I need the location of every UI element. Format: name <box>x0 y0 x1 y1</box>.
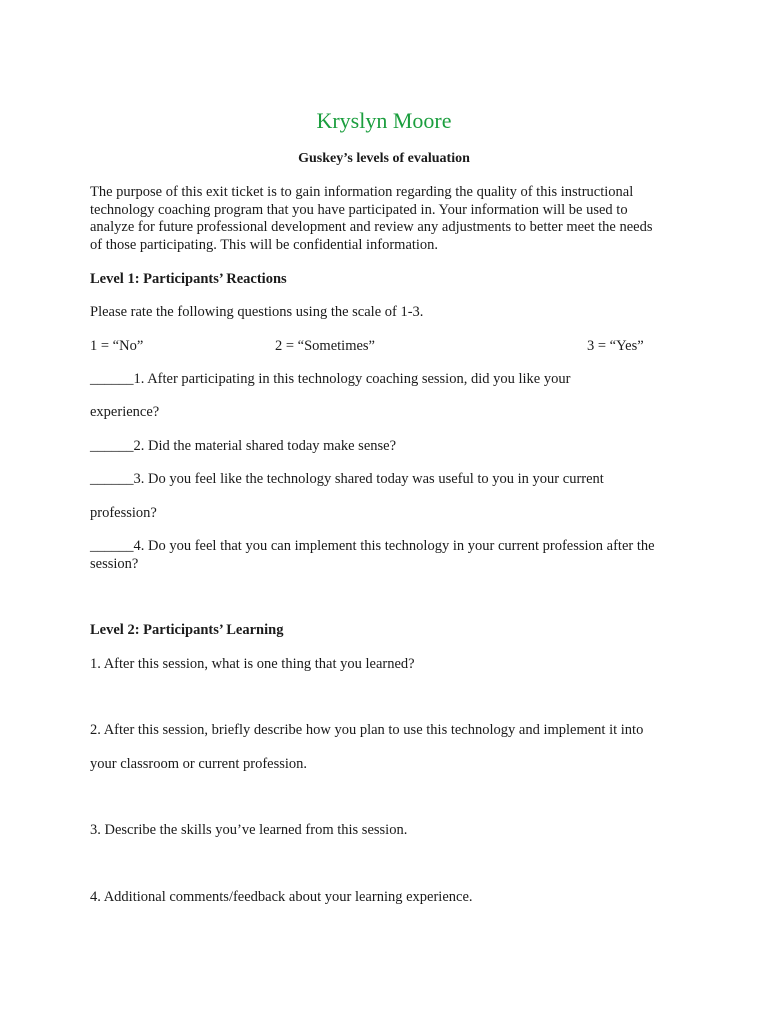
level1-question-1: ______1. After participating in this technology coaching session, did you like your <box>90 371 571 387</box>
level1-question-3: ______3. Do you feel like the technology shared today was useful to you in your current <box>90 471 604 487</box>
level1-question-4-cont: session? <box>90 556 139 572</box>
intro-paragraph <box>90 184 690 254</box>
intro-line: The purpose of this exit ticket is to gain information regarding the quality of this instructional <box>90 184 634 200</box>
level2-heading: Level 2: Participants’ Learning <box>90 622 284 638</box>
rating-instruction: Please rate the following questions using the scale of 1-3. <box>90 304 424 320</box>
level1-question-4: ______4. Do you feel that you can implement this technology in your current profession after the <box>90 538 655 554</box>
intro-line: analyze for future professional development and review any adjustments to better meet the needs <box>90 219 653 235</box>
level2-question-1: 1. After this session, what is one thing that you learned? <box>90 656 415 672</box>
level2-question-4: 4. Additional comments/feedback about your learning experience. <box>90 889 473 905</box>
intro-line: technology coaching program that you have participated in. Your information will be used to <box>90 201 628 218</box>
level1-question-2: ______2. Did the material shared today make sense? <box>90 438 397 454</box>
level2-question-3: 3. Describe the skills you’ve learned from this session. <box>90 822 408 838</box>
level2-question-2: 2. After this session, briefly describe how you plan to use this technology and implement it into <box>90 722 644 738</box>
intro-line: of those participating. This will be confidential information. <box>90 236 439 253</box>
document-title: Guskey’s levels of evaluation <box>298 151 470 166</box>
scale-option-sometimes: 2 = “Sometimes” <box>275 338 375 354</box>
level2-question-2-cont: your classroom or current profession. <box>90 756 308 772</box>
level1-question-1-cont: experience? <box>90 404 160 420</box>
level1-question-3-cont: profession? <box>90 505 157 521</box>
scale-option-no: 1 = “No” <box>90 338 144 354</box>
author-name: Kryslyn Moore <box>316 108 452 133</box>
scale-option-yes: 3 = “Yes” <box>587 338 644 354</box>
level1-heading: Level 1: Participants’ Reactions <box>90 271 287 287</box>
